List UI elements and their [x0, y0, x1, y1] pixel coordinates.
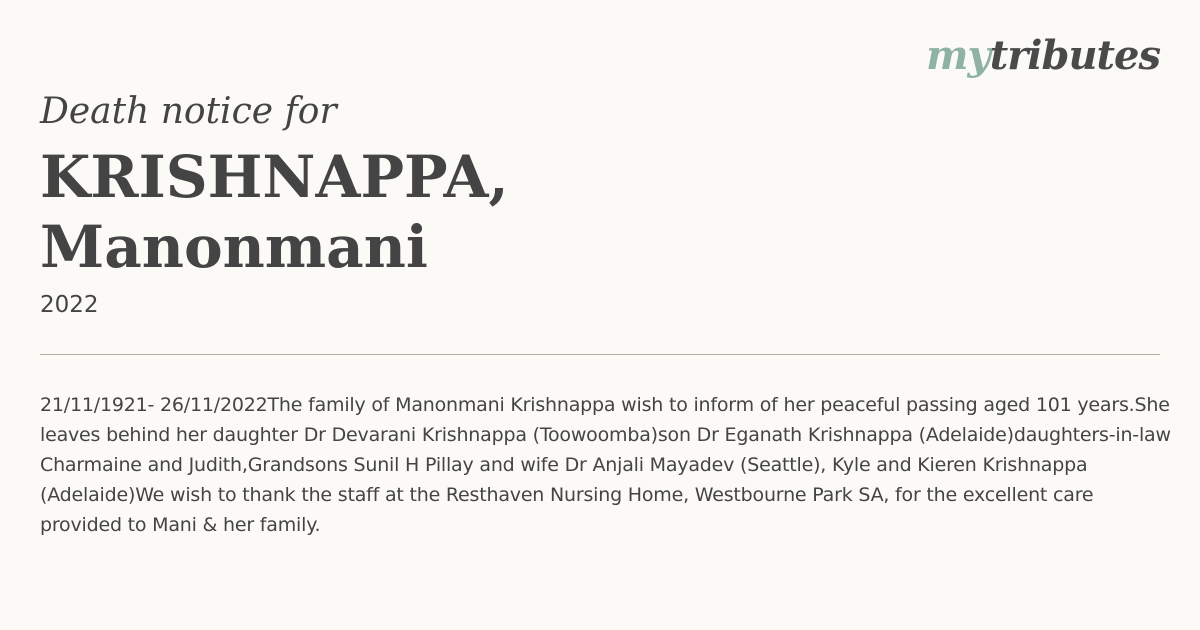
logo-my-text: my [926, 32, 990, 79]
notice-year: 2022 [40, 292, 99, 318]
notice-body: 21/11/1921- 26/11/2022The family of Manonmani Krishnappa wish to inform of her peaceful passing aged 101 years.She leaves behind her daughter Dr Devarani Krishnappa (Toowoomba)son Dr Eganath Krishnappa (Adelaide)daughters-in-law Charmaine and Judith,Grandsons Sunil H Pillay and wife Dr Anjali Mayadev (Seattle), Kyle and Kieren Krishnappa (Adelaide)We wish to thank the staff at the Resthaven Nursing Home, Westbourne Park SA, for the excellent care provided to Mani & her family. [40, 394, 1171, 536]
divider [40, 354, 1160, 355]
mytributes-logo[interactable] [926, 32, 1160, 79]
deceased-name [40, 142, 509, 282]
deceased-surname: KRISHNAPPA, [40, 143, 509, 211]
notice-label: Death notice for [40, 91, 337, 132]
logo-tributes-text: tributes [989, 32, 1160, 79]
deceased-given-name: Manonmani [40, 213, 428, 281]
